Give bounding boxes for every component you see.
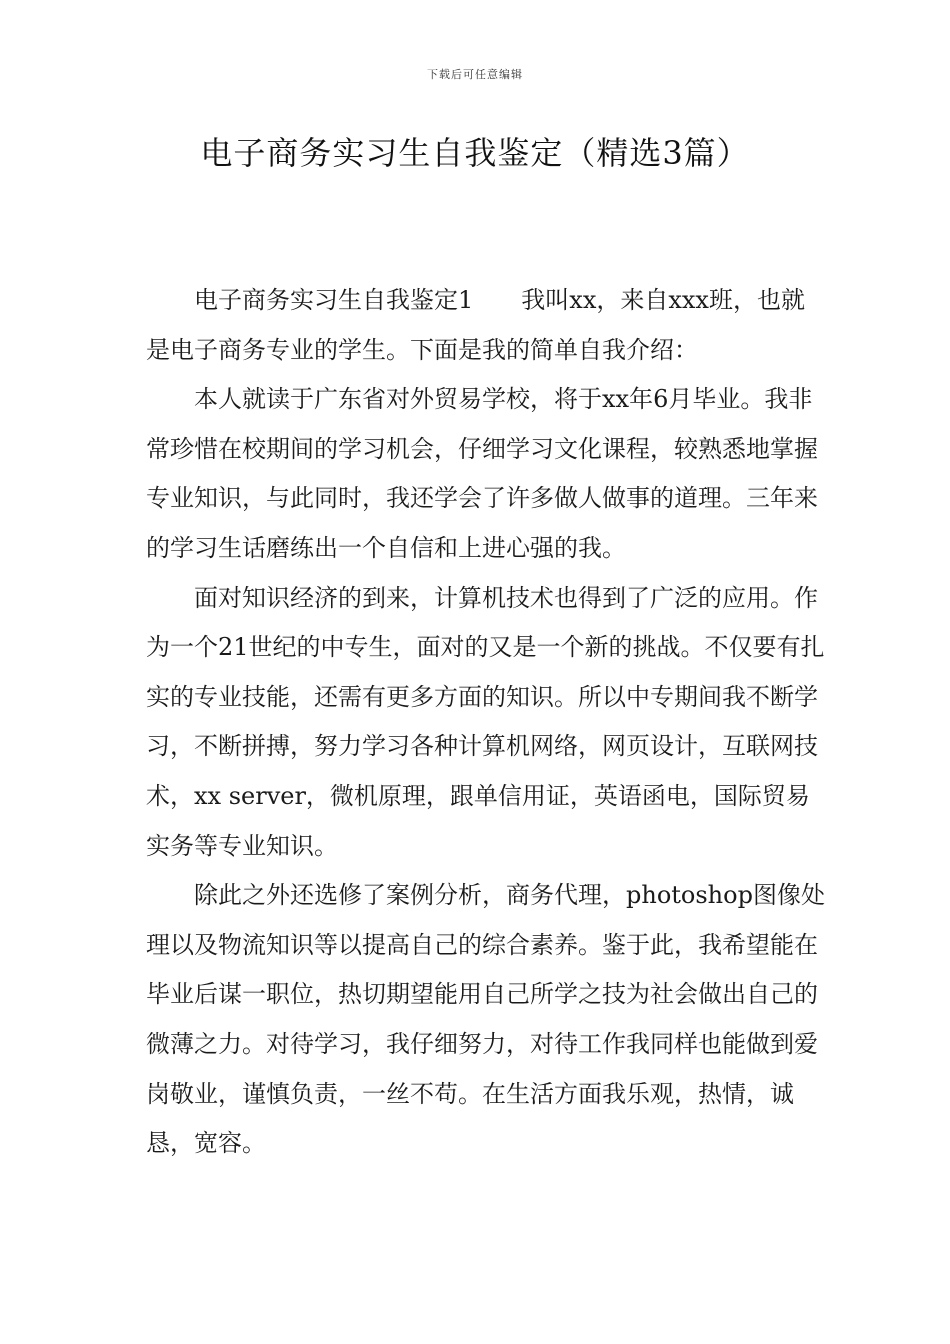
document-title: 电子商务实习生自我鉴定（精选3篇） — [200, 134, 750, 172]
paragraph-intro — [146, 276, 826, 375]
header-note: 下载后可任意编辑 — [427, 68, 523, 81]
document-body — [146, 276, 826, 1169]
paragraph-1-text: 我叫xx，来自xxx班，也就是电子商务专业的学生。下面是我的简单自我介绍： — [146, 286, 805, 364]
section-heading: 电子商务实习生自我鉴定1 — [194, 286, 474, 314]
paragraph-2: 本人就读于广东省对外贸易学校，将于xx年6月毕业。我非常珍惜在校期间的学习机会，仔细学习文化课程，较熟悉地掌握专业知识，与此同时，我还学会了许多做人做事的道理。三年来的学习生话磨练出一个自信和上进心强的我。 — [146, 385, 818, 562]
paragraph-4: 除此之外还选修了案例分析，商务代理，photoshop图像处理以及物流知识等以提高自己的综合素养。鉴于此，我希望能在毕业后谋一职位，热切期望能用自己所学之技为社会做出自己的微薄之力。对待学习，我仔细努力，对待工作我同样也能做到爱岗敬业，谨慎负责，一丝不苟。在生活方面我乐观，热情，诚恳，宽容。 — [146, 881, 825, 1158]
paragraph-3: 面对知识经济的到来，计算机技术也得到了广泛的应用。作为一个21世纪的中专生，面对的又是一个新的挑战。不仅要有扎实的专业技能，还需有更多方面的知识。所以中专期间我不断学习，不断拼搏，努力学习各种计算机网络，网页设计，互联网技术，xx server，微机原理，跟单信用证，英语函电，国际贸易实务等专业知识。 — [146, 583, 825, 860]
